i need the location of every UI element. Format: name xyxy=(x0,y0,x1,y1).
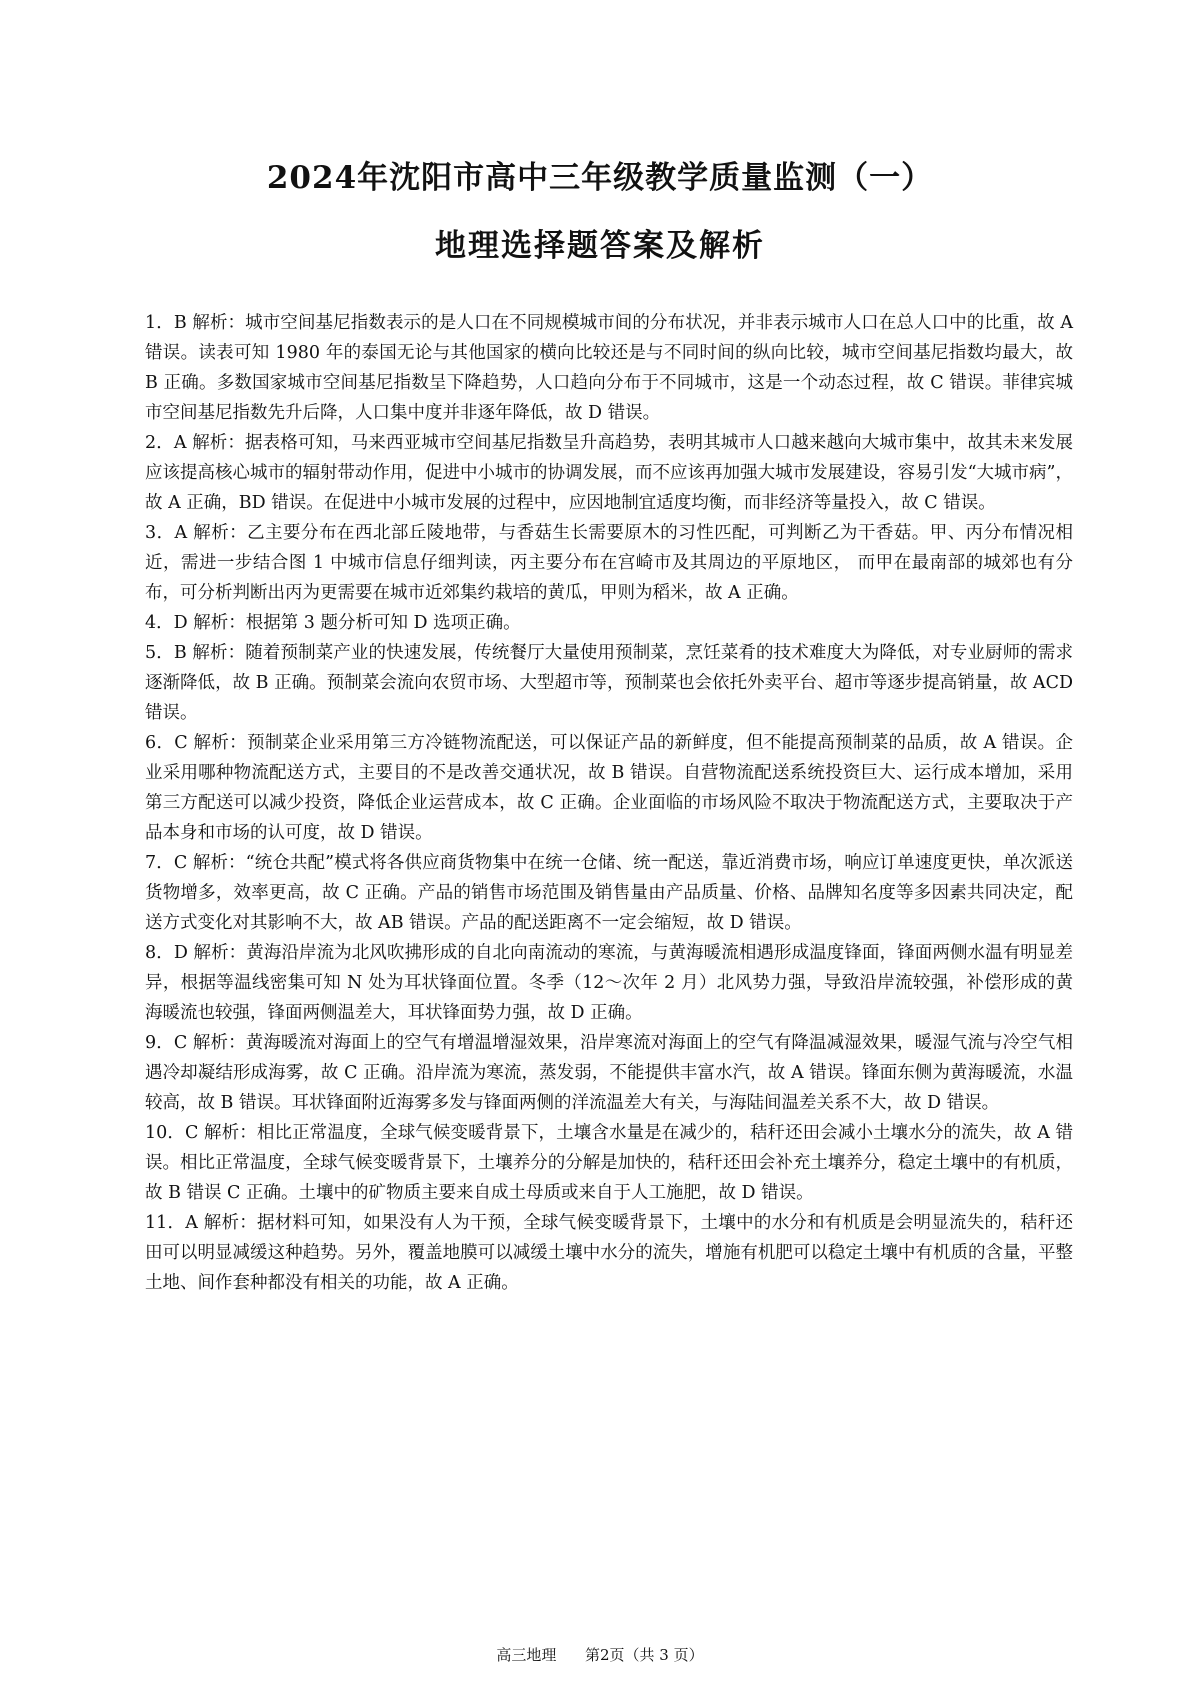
answer-item-9: 9．C 解析：黄海暖流对海面上的空气有增温增湿效果，沿岸寒流对海面上的空气有降温减湿效果，暖湿气流与冷空气相遇冷却凝结形成海雾，故 C 正确。沿岸流为寒流，蒸发弱，不能提供丰富水汽，故 A 错误。锋面东侧为黄海暖流，水温较高，故 B 错误。耳状锋面附近海雾多发与锋面两侧的洋流温差大有关，与海陆间温差关系不大，故 D 错误。 xyxy=(145,1033,1073,1113)
answer-item-1: 1．B 解析：城市空间基尼指数表示的是人口在不同规模城市间的分布状况，并非表示城市人口在总人口中的比重，故 A 错误。读表可知 1980 年的泰国无论与其他国家的横向比较还是与不同时间的纵向比较，城市空间基尼指数均最大，故 B 正确。多数国家城市空间基尼指数呈下降趋势，人口趋向分布于不同城市，这是一个动态过程，故 C 错误。菲律宾城市空间基尼指数先升后降，人口集中度并非逐年降低，故 D 错误。 xyxy=(145,313,1073,423)
answer-item-7: 7．C 解析：“统仓共配”模式将各供应商货物集中在统一仓储、统一配送，靠近消费市场，响应订单速度更快，单次派送货物增多，效率更高，故 C 正确。产品的销售市场范围及销售量由产品质量、价格、品牌知名度等多因素共同决定，配送方式变化对其影响不大，故 AB 错误。产品的配送距离不一定会缩短，故 D 错误。 xyxy=(145,853,1073,933)
footer-subject: 高三地理 xyxy=(496,1646,557,1664)
answer-item-4: 4．D 解析：根据第 3 题分析可知 D 选项正确。 xyxy=(145,613,521,633)
answer-item-11: 11．A 解析：据材料可知，如果没有人为干预，全球气候变暖背景下，土壤中的水分和有机质是会明显流失的，秸秆还田可以明显减缓这种趋势。另外，覆盖地膜可以减缓土壤中水分的流失，增施有机肥可以稳定土壤中有机质的含量，平整土地、间作套种都没有相关的功能，故 A 正确。 xyxy=(145,1213,1073,1293)
document-subtitle: 地理选择题答案及解析 xyxy=(435,228,765,264)
document-title: 2024年沈阳市高中三年级教学质量监测（一） xyxy=(266,160,934,196)
answer-item-2: 2．A 解析：据表格可知，马来西亚城市空间基尼指数呈升高趋势，表明其城市人口越来越向大城市集中，故其未来发展应该提高核心城市的辐射带动作用，促进中小城市的协调发展，而不应该再加强大城市发展建设，容易引发“大城市病”，故 A 正确，BD 错误。在促进中小城市发展的过程中，应因地制宜适度均衡，而非经济等量投入，故 C 错误。 xyxy=(145,433,1073,513)
answer-item-8: 8．D 解析：黄海沿岸流为北风吹拂形成的自北向南流动的寒流，与黄海暖流相遇形成温度锋面，锋面两侧水温有明显差异，根据等温线密集可知 N 处为耳状锋面位置。冬季（12～次年 2 月）北风势力强，导致沿岸流较强，补偿形成的黄海暖流也较强，锋面两侧温差大，耳状锋面势力强，故 D 正确。 xyxy=(145,943,1073,1023)
footer-page-info: 第2页（共 3 页） xyxy=(585,1646,704,1664)
answer-item-5: 5．B 解析：随着预制菜产业的快速发展，传统餐厅大量使用预制菜，烹饪菜肴的技术难度大为降低，对专业厨师的需求逐渐降低，故 B 正确。预制菜会流向农贸市场、大型超市等，预制菜也会依托外卖平台、超市等逐步提高销量，故 ACD 错误。 xyxy=(145,643,1073,723)
page-footer xyxy=(0,1644,1200,1665)
answer-list xyxy=(145,308,1073,1298)
answer-item-6: 6．C 解析：预制菜企业采用第三方冷链物流配送，可以保证产品的新鲜度，但不能提高预制菜的品质，故 A 错误。企业采用哪种物流配送方式，主要目的不是改善交通状况，故 B 错误。自营物流配送系统投资巨大、运行成本增加，采用第三方配送可以减少投资，降低企业运营成本，故 C 正确。企业面临的市场风险不取决于物流配送方式，主要取决于产品本身和市场的认可度，故 D 错误。 xyxy=(145,733,1073,843)
answer-item-10: 10．C 解析：相比正常温度，全球气候变暖背景下，土壤含水量是在减少的，秸秆还田会减小土壤水分的流失，故 A 错误。相比正常温度，全球气候变暖背景下，土壤养分的分解是加快的，秸秆还田会补充土壤养分，稳定土壤中的有机质，故 B 错误 C 正确。土壤中的矿物质主要来自成土母质或来自于人工施肥，故 D 错误。 xyxy=(145,1123,1073,1203)
answer-item-3: 3．A 解析：乙主要分布在西北部丘陵地带，与香菇生长需要原木的习性匹配，可判断乙为干香菇。甲、丙分布情况相近，需进一步结合图 1 中城市信息仔细判读，丙主要分布在宫崎市及其周边的平原地区， 而甲在最南部的城郊也有分布，可分析判断出丙为更需要在城市近郊集约栽培的黄瓜，甲则为稻米，故 A 正确。 xyxy=(145,523,1073,603)
